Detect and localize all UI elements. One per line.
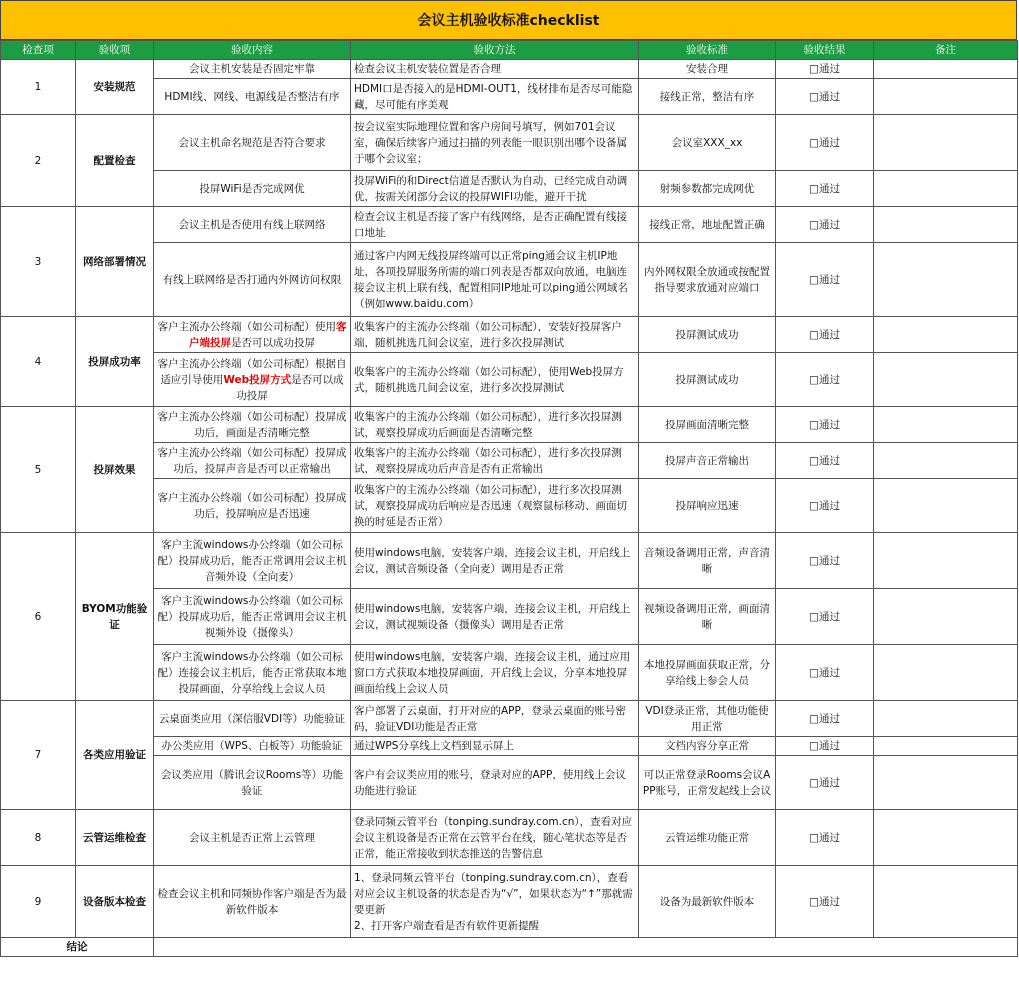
acceptance-method: 通过客户内网无线投屏终端可以正常ping通会议主机IP地址，各项投屏服务所需的端口列表是否都双向放通，电脑连接会议主机上联有线，配置相同IP地址可以ping通公网域名（例如www.baidu.com） — [351, 243, 639, 317]
acceptance-item: 投屏成功率 — [76, 317, 154, 407]
acceptance-content: 办公类应用（WPS、白板等）功能验证 — [154, 737, 351, 756]
table-row — [1, 645, 1018, 701]
check-item-number: 2 — [1, 115, 76, 207]
table-row — [1, 317, 1018, 353]
acceptance-method: 收集客户的主流办公终端（如公司标配），进行多次投屏测试，观察投屏成功后响应是否迅速（观察鼠标移动、画面切换的时延是否正常） — [351, 479, 639, 533]
table-row — [1, 701, 1018, 737]
result-checkbox[interactable]: □通过 — [776, 737, 874, 756]
acceptance-method: 客户有会议类应用的账号，登录对应的APP，使用线上会议功能进行验证 — [351, 756, 639, 810]
table-row — [1, 737, 1018, 756]
acceptance-method: 按会议室实际地理位置和客户房间号填写，例如701会议室，确保后续客户通过扫描的列表能一眼识别出哪个设备属于哪个会议室； — [351, 115, 639, 171]
table-row — [1, 79, 1018, 115]
acceptance-standard: 安装合理 — [639, 60, 776, 79]
table-row — [1, 243, 1018, 317]
acceptance-item: 投屏效果 — [76, 407, 154, 533]
check-item-number: 1 — [1, 60, 76, 115]
content-text: 是否可以成功投屏 — [231, 336, 315, 349]
remarks-cell[interactable] — [874, 317, 1018, 353]
result-checkbox[interactable]: □通过 — [776, 533, 874, 589]
result-checkbox[interactable]: □通过 — [776, 79, 874, 115]
remarks-cell[interactable] — [874, 479, 1018, 533]
content-highlight: 客户端投屏 — [189, 320, 347, 349]
table-row — [1, 171, 1018, 207]
checklist-table — [0, 40, 1018, 957]
acceptance-item: 网络部署情况 — [76, 207, 154, 317]
acceptance-item: 配置检查 — [76, 115, 154, 207]
acceptance-method: HDMI口是否接入的是HDMI-OUT1，线材排布是否尽可能隐藏，尽可能有序美观 — [351, 79, 639, 115]
result-checkbox[interactable]: □通过 — [776, 479, 874, 533]
table-row — [1, 810, 1018, 866]
acceptance-standard: 投屏声音正常输出 — [639, 443, 776, 479]
header-acceptance-content: 验收内容 — [154, 41, 351, 60]
acceptance-method: 检查会议主机安装位置是否合理 — [351, 60, 639, 79]
acceptance-content: 客户主流办公终端（如公司标配）投屏成功后，画面是否清晰完整 — [154, 407, 351, 443]
acceptance-method: 客户部署了云桌面，打开对应的APP，登录云桌面的账号密码，验证VDI功能是否正常 — [351, 701, 639, 737]
acceptance-method: 收集客户的主流办公终端（如公司标配），安装好投屏客户端，随机挑选几间会议室，进行多次投屏测试 — [351, 317, 639, 353]
acceptance-method: 收集客户的主流办公终端（如公司标配），使用Web投屏方式，随机挑选几间会议室，进行多次投屏测试 — [351, 353, 639, 407]
remarks-cell[interactable] — [874, 533, 1018, 589]
acceptance-content: 客户主流办公终端（如公司标配）投屏成功后，投屏响应是否迅速 — [154, 479, 351, 533]
acceptance-item: 设备版本检查 — [76, 866, 154, 938]
acceptance-standard: 文档内容分享正常 — [639, 737, 776, 756]
result-checkbox[interactable]: □通过 — [776, 443, 874, 479]
result-checkbox[interactable]: □通过 — [776, 243, 874, 317]
header-check-item: 检查项 — [1, 41, 76, 60]
remarks-cell[interactable] — [874, 79, 1018, 115]
result-checkbox[interactable]: □通过 — [776, 701, 874, 737]
result-checkbox[interactable]: □通过 — [776, 60, 874, 79]
acceptance-content — [154, 317, 351, 353]
acceptance-item: 云管运维检查 — [76, 810, 154, 866]
table-row — [1, 479, 1018, 533]
remarks-cell[interactable] — [874, 443, 1018, 479]
acceptance-method: 收集客户的主流办公终端（如公司标配），进行多次投屏测试，观察投屏成功后声音是否有正常输出 — [351, 443, 639, 479]
header-row — [1, 41, 1018, 60]
header-acceptance-result: 验收结果 — [776, 41, 874, 60]
remarks-cell[interactable] — [874, 756, 1018, 810]
result-checkbox[interactable]: □通过 — [776, 115, 874, 171]
acceptance-content: 会议类应用（腾讯会议Rooms等）功能验证 — [154, 756, 351, 810]
acceptance-standard: 投屏画面清晰完整 — [639, 407, 776, 443]
acceptance-method: 通过WPS分享线上文档到显示屏上 — [351, 737, 639, 756]
acceptance-method: 使用windows电脑，安装客户端，连接会议主机，开启线上会议，测试音频设备（全向麦）调用是否正常 — [351, 533, 639, 589]
check-item-number: 7 — [1, 701, 76, 810]
method-line: 2、打开客户端查看是否有软件更新提醒 — [354, 919, 540, 932]
remarks-cell[interactable] — [874, 243, 1018, 317]
header-acceptance-item: 验收项 — [76, 41, 154, 60]
acceptance-content: 客户主流windows办公终端（如公司标配）投屏成功后，能否正常调用会议主机视频外设（摄像头） — [154, 589, 351, 645]
table-row — [1, 756, 1018, 810]
result-checkbox[interactable]: □通过 — [776, 589, 874, 645]
acceptance-method: 使用windows电脑，安装客户端，连接会议主机，通过应用窗口方式获取本地投屏画面，开启线上会议，分享本地投屏画面给线上会议人员 — [351, 645, 639, 701]
result-checkbox[interactable]: □通过 — [776, 756, 874, 810]
result-checkbox[interactable]: □通过 — [776, 171, 874, 207]
acceptance-item: 各类应用验证 — [76, 701, 154, 810]
acceptance-method: 登录同频云管平台（tonping.sundray.com.cn），查看对应会议主机设备是否正常在云管平台在线，随心笔状态等是否正常，能正常接收到状态推送的告警信息 — [351, 810, 639, 866]
acceptance-standard: 接线正常，地址配置正确 — [639, 207, 776, 243]
remarks-cell[interactable] — [874, 407, 1018, 443]
acceptance-content: 客户主流windows办公终端（如公司标配）投屏成功后，能否正常调用会议主机音频外设（全向麦） — [154, 533, 351, 589]
acceptance-content: 客户主流windows办公终端（如公司标配）连接会议主机后，能否正常获取本地投屏画面，分享给线上会议人员 — [154, 645, 351, 701]
result-checkbox[interactable]: □通过 — [776, 207, 874, 243]
table-row — [1, 443, 1018, 479]
table-row — [1, 866, 1018, 938]
check-item-number: 3 — [1, 207, 76, 317]
acceptance-standard: 音频设备调用正常，声音清晰 — [639, 533, 776, 589]
acceptance-standard: 投屏测试成功 — [639, 317, 776, 353]
table-row — [1, 407, 1018, 443]
result-checkbox[interactable]: □通过 — [776, 353, 874, 407]
header-remarks: 备注 — [874, 41, 1018, 60]
check-item-number: 8 — [1, 810, 76, 866]
remarks-cell[interactable] — [874, 810, 1018, 866]
remarks-cell[interactable] — [874, 171, 1018, 207]
acceptance-content: 有线上联网络是否打通内外网访问权限 — [154, 243, 351, 317]
remarks-cell[interactable] — [874, 701, 1018, 737]
remarks-cell[interactable] — [874, 866, 1018, 938]
check-item-number: 6 — [1, 533, 76, 701]
header-acceptance-standard: 验收标准 — [639, 41, 776, 60]
acceptance-content: 会议主机安装是否固定牢靠 — [154, 60, 351, 79]
acceptance-standard: 云管运维功能正常 — [639, 810, 776, 866]
remarks-cell[interactable] — [874, 589, 1018, 645]
acceptance-content: 会议主机是否使用有线上联网络 — [154, 207, 351, 243]
acceptance-standard: 本地投屏画面获取正常，分享给线上参会人员 — [639, 645, 776, 701]
acceptance-standard: 视频设备调用正常，画面清晰 — [639, 589, 776, 645]
table-row — [1, 115, 1018, 171]
remarks-cell[interactable] — [874, 737, 1018, 756]
acceptance-method: 投屏WiFi的和Direct信道是否默认为自动，已经完成自动调优，按需关闭部分会议的投屏WIFI功能，避开干扰 — [351, 171, 639, 207]
remarks-cell[interactable] — [874, 60, 1018, 79]
acceptance-method: 使用windows电脑，安装客户端，连接会议主机，开启线上会议，测试视频设备（摄像头）调用是否正常 — [351, 589, 639, 645]
acceptance-standard: 投屏测试成功 — [639, 353, 776, 407]
table-row — [1, 533, 1018, 589]
method-line: 1、登录同频云管平台（tonping.sundray.com.cn），查看对应会议主机设备的状态是否为“√”，如果状态为“↑”那就需要更新 — [354, 871, 633, 916]
result-checkbox[interactable]: □通过 — [776, 810, 874, 866]
remarks-cell[interactable] — [874, 115, 1018, 171]
check-item-number: 9 — [1, 866, 76, 938]
acceptance-method: 检查会议主机是否接了客户有线网络，是否正确配置有线接口地址 — [351, 207, 639, 243]
table-row — [1, 60, 1018, 79]
check-item-number: 4 — [1, 317, 76, 407]
content-text: 客户主流办公终端（如公司标配）使用 — [157, 320, 336, 333]
content-highlight: Web投屏方式 — [223, 373, 292, 386]
conclusion-row — [1, 938, 1018, 957]
acceptance-method: 收集客户的主流办公终端（如公司标配），进行多次投屏测试，观察投屏成功后画面是否清晰完整 — [351, 407, 639, 443]
sheet-title: 会议主机验收标准checklist — [0, 0, 1017, 40]
result-checkbox[interactable]: □通过 — [776, 645, 874, 701]
acceptance-content: 会议主机是否正常上云管理 — [154, 810, 351, 866]
acceptance-item: 安装规范 — [76, 60, 154, 115]
conclusion-value[interactable] — [154, 938, 1018, 957]
table-row — [1, 207, 1018, 243]
remarks-cell[interactable] — [874, 207, 1018, 243]
result-checkbox[interactable]: □通过 — [776, 866, 874, 938]
result-checkbox[interactable]: □通过 — [776, 317, 874, 353]
acceptance-standard: 投屏响应迅速 — [639, 479, 776, 533]
remarks-cell[interactable] — [874, 353, 1018, 407]
content-text: 客户主流办公终端（如公司标配）根据自适应引导使用 — [157, 357, 347, 386]
acceptance-standard: 接线正常，整洁有序 — [639, 79, 776, 115]
conclusion-label: 结论 — [1, 938, 154, 957]
remarks-cell[interactable] — [874, 645, 1018, 701]
table-row — [1, 353, 1018, 407]
acceptance-standard: VDI登录正常，其他功能使用正常 — [639, 701, 776, 737]
acceptance-standard: 射频参数都完成网优 — [639, 171, 776, 207]
acceptance-content: HDMI线、网线、电源线是否整洁有序 — [154, 79, 351, 115]
acceptance-content: 检查会议主机和同频协作客户端是否为最新软件版本 — [154, 866, 351, 938]
acceptance-standard: 可以正常登录Rooms会议APP账号，正常发起线上会议 — [639, 756, 776, 810]
acceptance-item: BYOM功能验证 — [76, 533, 154, 701]
acceptance-standard: 内外网权限全放通或按配置指导要求放通对应端口 — [639, 243, 776, 317]
header-acceptance-method: 验收方法 — [351, 41, 639, 60]
result-checkbox[interactable]: □通过 — [776, 407, 874, 443]
content-text: 是否可以成功投屏 — [236, 373, 344, 402]
acceptance-content: 客户主流办公终端（如公司标配）投屏成功后，投屏声音是否可以正常输出 — [154, 443, 351, 479]
table-row — [1, 589, 1018, 645]
acceptance-content: 云桌面类应用（深信服VDI等）功能验证 — [154, 701, 351, 737]
acceptance-content: 投屏WiFi是否完成网优 — [154, 171, 351, 207]
check-item-number: 5 — [1, 407, 76, 533]
acceptance-standard: 设备为最新软件版本 — [639, 866, 776, 938]
acceptance-standard: 会议室XXX_xx — [639, 115, 776, 171]
acceptance-content — [154, 353, 351, 407]
acceptance-content: 会议主机命名规范是否符合要求 — [154, 115, 351, 171]
acceptance-method — [351, 866, 639, 938]
